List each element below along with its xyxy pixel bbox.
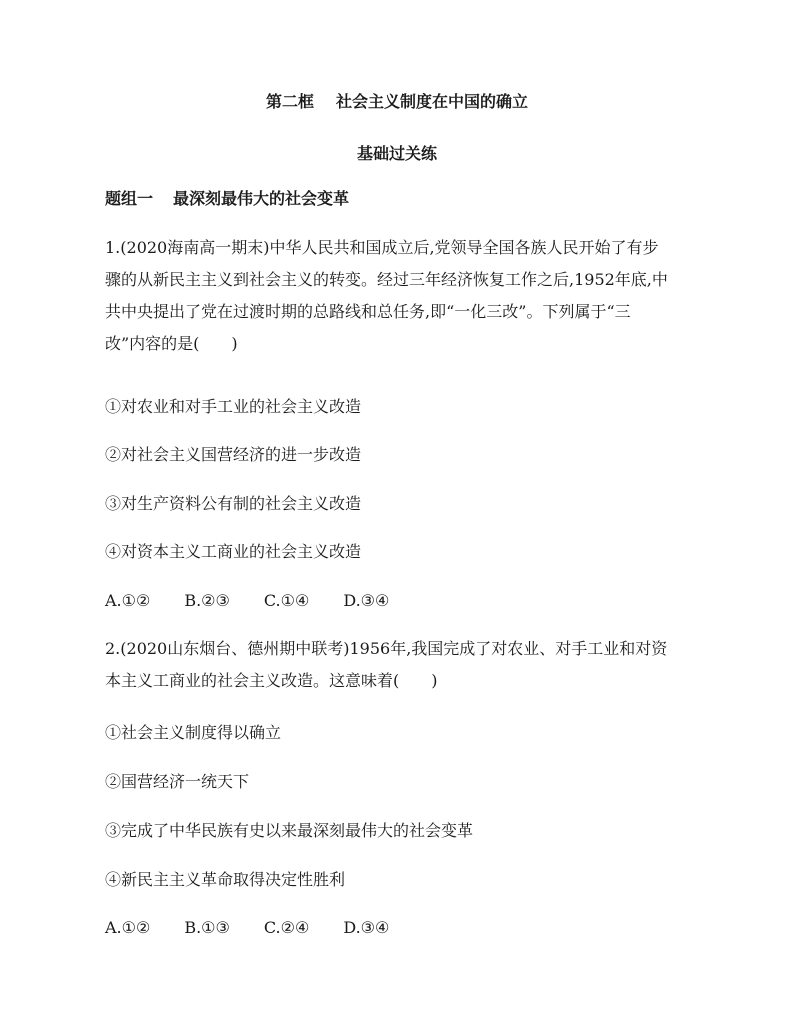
question-1-item: ④对资本主义工商业的社会主义改造 xyxy=(105,542,362,561)
stem-line: 共中央提出了党在过渡时期的总路线和总任务,即“一化三改”。下列属于“三 xyxy=(105,302,631,321)
option-a[interactable]: A.①② xyxy=(105,918,151,937)
stem-line: 本主义工商业的社会主义改造。这意味着( ) xyxy=(105,671,438,690)
section-title: 基础过关练 xyxy=(356,144,437,163)
option-b[interactable]: B.②③ xyxy=(184,591,230,610)
question-2-item: ②国营经济一统天下 xyxy=(105,772,250,791)
stem-line: 改”内容的是( ) xyxy=(105,334,238,353)
question-1-item: ③对生产资料公有制的社会主义改造 xyxy=(105,494,362,513)
question-1-stem xyxy=(105,236,690,356)
option-c[interactable]: C.①④ xyxy=(263,591,310,610)
question-1-item: ①对农业和对手工业的社会主义改造 xyxy=(105,397,362,416)
group-title: 最深刻最伟大的社会变革 xyxy=(173,189,350,208)
lesson-label: 第二框 xyxy=(265,92,314,111)
lesson-title: 社会主义制度在中国的确立 xyxy=(336,92,529,111)
question-2-stem xyxy=(105,637,690,693)
question-2-item: ①社会主义制度得以确立 xyxy=(105,723,282,742)
group-heading xyxy=(105,187,349,211)
option-d[interactable]: D.③④ xyxy=(343,591,390,610)
option-b[interactable]: B.①③ xyxy=(184,918,230,937)
question-2-item: ④新民主主义革命取得决定性胜利 xyxy=(105,870,346,889)
option-d[interactable]: D.③④ xyxy=(343,918,390,937)
question-2-options xyxy=(105,916,423,940)
page-title xyxy=(0,90,794,114)
question-1-item: ②对社会主义国营经济的进一步改造 xyxy=(105,445,362,464)
group-label: 题组一 xyxy=(105,189,154,208)
question-1-options xyxy=(105,589,423,613)
question-2-item: ③完成了中华民族有史以来最深刻最伟大的社会变革 xyxy=(105,821,474,840)
stem-line: 1.(2020海南高一期末)中华人民共和国成立后,党领导全国各族人民开始了有步 xyxy=(105,238,659,257)
option-a[interactable]: A.①② xyxy=(105,591,151,610)
stem-line: 2.(2020山东烟台、德州期中联考)1956年,我国完成了对农业、对手工业和对资 xyxy=(105,639,668,658)
option-c[interactable]: C.②④ xyxy=(263,918,310,937)
stem-line: 骤的从新民主主义到社会主义的转变。经过三年经济恢复工作之后,1952年底,中 xyxy=(105,270,668,289)
